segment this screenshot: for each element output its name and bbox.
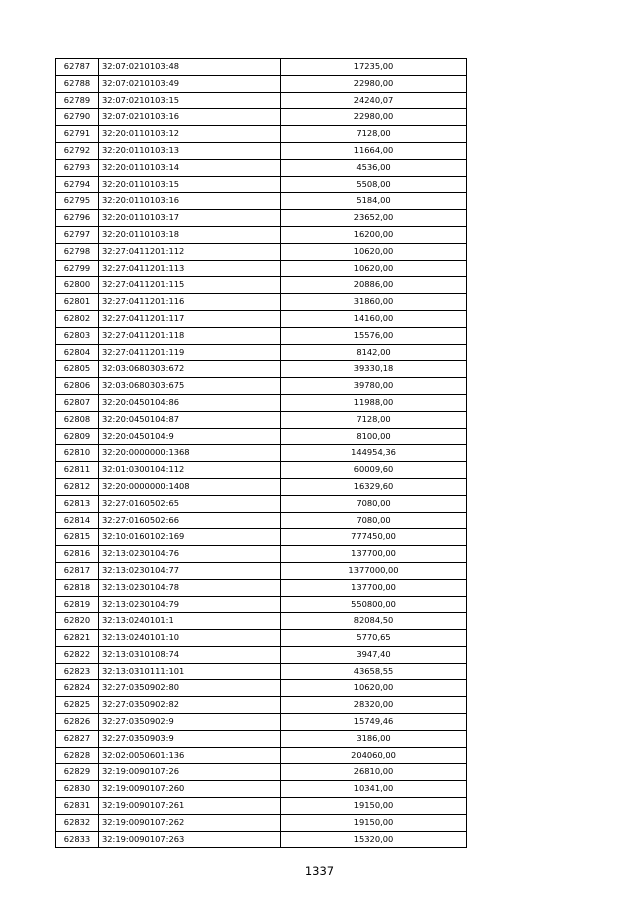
table-row <box>56 210 467 227</box>
table-row <box>56 277 467 294</box>
value-cell: 3186,00 <box>281 730 467 747</box>
row-number-cell: 62826 <box>56 714 99 731</box>
table-row <box>56 764 467 781</box>
value-cell: 22980,00 <box>281 75 467 92</box>
row-number-cell: 62809 <box>56 428 99 445</box>
table-row <box>56 327 467 344</box>
value-cell: 550800,00 <box>281 596 467 613</box>
table-row <box>56 781 467 798</box>
value-cell: 82084,50 <box>281 613 467 630</box>
value-cell: 10620,00 <box>281 680 467 697</box>
cadastral-number-cell: 32:20:0110103:12 <box>99 126 281 143</box>
value-cell: 39330,18 <box>281 361 467 378</box>
row-number-cell: 62795 <box>56 193 99 210</box>
cadastral-number-cell: 32:27:0411201:115 <box>99 277 281 294</box>
value-cell: 39780,00 <box>281 378 467 395</box>
table-row <box>56 59 467 76</box>
cadastral-number-cell: 32:20:0450104:9 <box>99 428 281 445</box>
cadastral-number-cell: 32:01:0300104:112 <box>99 462 281 479</box>
value-cell: 15749,46 <box>281 714 467 731</box>
table-row <box>56 126 467 143</box>
table-row <box>56 680 467 697</box>
row-number-cell: 62796 <box>56 210 99 227</box>
cadastral-number-cell: 32:20:0450104:86 <box>99 394 281 411</box>
row-number-cell: 62829 <box>56 764 99 781</box>
row-number-cell: 62798 <box>56 243 99 260</box>
table-row <box>56 747 467 764</box>
value-cell: 11664,00 <box>281 142 467 159</box>
value-cell: 4536,00 <box>281 159 467 176</box>
row-number-cell: 62807 <box>56 394 99 411</box>
value-cell: 28320,00 <box>281 697 467 714</box>
row-number-cell: 62831 <box>56 798 99 815</box>
row-number-cell: 62816 <box>56 546 99 563</box>
table-row <box>56 142 467 159</box>
cadastral-number-cell: 32:20:0110103:18 <box>99 226 281 243</box>
row-number-cell: 62797 <box>56 226 99 243</box>
table-row <box>56 613 467 630</box>
row-number-cell: 62787 <box>56 59 99 76</box>
table-row <box>56 159 467 176</box>
table-row <box>56 596 467 613</box>
page-number: 1337 <box>304 864 335 878</box>
value-cell: 10620,00 <box>281 260 467 277</box>
cadastral-number-cell: 32:20:0110103:16 <box>99 193 281 210</box>
table-row <box>56 646 467 663</box>
table-row <box>56 714 467 731</box>
table-row <box>56 260 467 277</box>
row-number-cell: 62819 <box>56 596 99 613</box>
value-cell: 137700,00 <box>281 579 467 596</box>
row-number-cell: 62799 <box>56 260 99 277</box>
value-cell: 43658,55 <box>281 663 467 680</box>
cadastral-number-cell: 32:07:0210103:48 <box>99 59 281 76</box>
value-cell: 144954,36 <box>281 445 467 462</box>
value-cell: 24240,07 <box>281 92 467 109</box>
cadastral-number-cell: 32:27:0411201:119 <box>99 344 281 361</box>
cadastral-number-cell: 32:20:0110103:17 <box>99 210 281 227</box>
cadastral-number-cell: 32:19:0090107:262 <box>99 814 281 831</box>
table-row <box>56 226 467 243</box>
table-row <box>56 92 467 109</box>
data-table <box>55 58 467 848</box>
value-cell: 8142,00 <box>281 344 467 361</box>
table-row <box>56 663 467 680</box>
cadastral-number-cell: 32:27:0160502:65 <box>99 495 281 512</box>
table-row <box>56 730 467 747</box>
table-row <box>56 478 467 495</box>
cadastral-number-cell: 32:13:0230104:77 <box>99 562 281 579</box>
table-row <box>56 562 467 579</box>
cadastral-number-cell: 32:27:0350902:80 <box>99 680 281 697</box>
value-cell: 7080,00 <box>281 512 467 529</box>
value-cell: 60009,60 <box>281 462 467 479</box>
cadastral-number-cell: 32:03:0680303:672 <box>99 361 281 378</box>
value-cell: 23652,00 <box>281 210 467 227</box>
cadastral-number-cell: 32:13:0310111:101 <box>99 663 281 680</box>
table-row <box>56 193 467 210</box>
cadastral-number-cell: 32:19:0090107:263 <box>99 831 281 848</box>
cadastral-number-cell: 32:27:0411201:117 <box>99 310 281 327</box>
row-number-cell: 62804 <box>56 344 99 361</box>
row-number-cell: 62789 <box>56 92 99 109</box>
row-number-cell: 62792 <box>56 142 99 159</box>
value-cell: 7128,00 <box>281 411 467 428</box>
row-number-cell: 62828 <box>56 747 99 764</box>
value-cell: 15576,00 <box>281 327 467 344</box>
cadastral-number-cell: 32:27:0411201:118 <box>99 327 281 344</box>
value-cell: 14160,00 <box>281 310 467 327</box>
row-number-cell: 62802 <box>56 310 99 327</box>
row-number-cell: 62791 <box>56 126 99 143</box>
row-number-cell: 62803 <box>56 327 99 344</box>
row-number-cell: 62820 <box>56 613 99 630</box>
table-row <box>56 344 467 361</box>
value-cell: 22980,00 <box>281 109 467 126</box>
row-number-cell: 62832 <box>56 814 99 831</box>
cadastral-number-cell: 32:27:0350902:9 <box>99 714 281 731</box>
row-number-cell: 62815 <box>56 529 99 546</box>
row-number-cell: 62805 <box>56 361 99 378</box>
table-row <box>56 243 467 260</box>
cadastral-number-cell: 32:13:0230104:79 <box>99 596 281 613</box>
table-row <box>56 529 467 546</box>
table-row <box>56 462 467 479</box>
cadastral-number-cell: 32:27:0411201:112 <box>99 243 281 260</box>
row-number-cell: 62808 <box>56 411 99 428</box>
value-cell: 5508,00 <box>281 176 467 193</box>
table-row <box>56 512 467 529</box>
table-row <box>56 109 467 126</box>
value-cell: 11988,00 <box>281 394 467 411</box>
row-number-cell: 62810 <box>56 445 99 462</box>
row-number-cell: 62821 <box>56 630 99 647</box>
row-number-cell: 62811 <box>56 462 99 479</box>
value-cell: 10341,00 <box>281 781 467 798</box>
table-row <box>56 495 467 512</box>
table-row <box>56 394 467 411</box>
row-number-cell: 62824 <box>56 680 99 697</box>
row-number-cell: 62830 <box>56 781 99 798</box>
table-row <box>56 294 467 311</box>
row-number-cell: 62793 <box>56 159 99 176</box>
row-number-cell: 62788 <box>56 75 99 92</box>
row-number-cell: 62813 <box>56 495 99 512</box>
value-cell: 16200,00 <box>281 226 467 243</box>
cadastral-number-cell: 32:19:0090107:260 <box>99 781 281 798</box>
table-row <box>56 411 467 428</box>
cadastral-number-cell: 32:13:0230104:78 <box>99 579 281 596</box>
cadastral-number-cell: 32:19:0090107:261 <box>99 798 281 815</box>
table-row <box>56 428 467 445</box>
table-row <box>56 378 467 395</box>
row-number-cell: 62822 <box>56 646 99 663</box>
table-row <box>56 310 467 327</box>
table-row <box>56 361 467 378</box>
table-row <box>56 75 467 92</box>
value-cell: 1377000,00 <box>281 562 467 579</box>
cadastral-number-cell: 32:07:0210103:49 <box>99 75 281 92</box>
value-cell: 16329,60 <box>281 478 467 495</box>
value-cell: 7080,00 <box>281 495 467 512</box>
table-row <box>56 445 467 462</box>
row-number-cell: 62794 <box>56 176 99 193</box>
value-cell: 8100,00 <box>281 428 467 445</box>
value-cell: 31860,00 <box>281 294 467 311</box>
cadastral-number-cell: 32:27:0350903:9 <box>99 730 281 747</box>
cadastral-number-cell: 32:13:0240101:10 <box>99 630 281 647</box>
value-cell: 204060,00 <box>281 747 467 764</box>
table-row <box>56 546 467 563</box>
value-cell: 5770,65 <box>281 630 467 647</box>
cadastral-number-cell: 32:27:0350902:82 <box>99 697 281 714</box>
table-body <box>56 59 467 848</box>
row-number-cell: 62827 <box>56 730 99 747</box>
table-row <box>56 579 467 596</box>
cadastral-number-cell: 32:20:0000000:1368 <box>99 445 281 462</box>
row-number-cell: 62833 <box>56 831 99 848</box>
value-cell: 3947,40 <box>281 646 467 663</box>
table-row <box>56 697 467 714</box>
value-cell: 19150,00 <box>281 798 467 815</box>
cadastral-number-cell: 32:10:0160102:169 <box>99 529 281 546</box>
row-number-cell: 62806 <box>56 378 99 395</box>
cadastral-number-cell: 32:03:0680303:675 <box>99 378 281 395</box>
row-number-cell: 62823 <box>56 663 99 680</box>
cadastral-number-cell: 32:20:0110103:14 <box>99 159 281 176</box>
table-row <box>56 176 467 193</box>
cadastral-number-cell: 32:20:0450104:87 <box>99 411 281 428</box>
cadastral-number-cell: 32:07:0210103:16 <box>99 109 281 126</box>
value-cell: 17235,00 <box>281 59 467 76</box>
value-cell: 20886,00 <box>281 277 467 294</box>
cadastral-number-cell: 32:20:0000000:1408 <box>99 478 281 495</box>
row-number-cell: 62812 <box>56 478 99 495</box>
row-number-cell: 62801 <box>56 294 99 311</box>
row-number-cell: 62790 <box>56 109 99 126</box>
value-cell: 777450,00 <box>281 529 467 546</box>
value-cell: 26810,00 <box>281 764 467 781</box>
cadastral-number-cell: 32:13:0230104:76 <box>99 546 281 563</box>
table-row <box>56 831 467 848</box>
table-row <box>56 798 467 815</box>
cadastral-number-cell: 32:27:0160502:66 <box>99 512 281 529</box>
row-number-cell: 62800 <box>56 277 99 294</box>
row-number-cell: 62818 <box>56 579 99 596</box>
cadastral-number-cell: 32:13:0240101:1 <box>99 613 281 630</box>
cadastral-number-cell: 32:19:0090107:26 <box>99 764 281 781</box>
table-row <box>56 814 467 831</box>
cadastral-number-cell: 32:13:0310108:74 <box>99 646 281 663</box>
cadastral-number-cell: 32:20:0110103:13 <box>99 142 281 159</box>
cadastral-number-cell: 32:27:0411201:116 <box>99 294 281 311</box>
value-cell: 15320,00 <box>281 831 467 848</box>
cadastral-number-cell: 32:27:0411201:113 <box>99 260 281 277</box>
cadastral-number-cell: 32:07:0210103:15 <box>99 92 281 109</box>
row-number-cell: 62817 <box>56 562 99 579</box>
table-row <box>56 630 467 647</box>
row-number-cell: 62825 <box>56 697 99 714</box>
value-cell: 19150,00 <box>281 814 467 831</box>
value-cell: 137700,00 <box>281 546 467 563</box>
row-number-cell: 62814 <box>56 512 99 529</box>
value-cell: 7128,00 <box>281 126 467 143</box>
value-cell: 10620,00 <box>281 243 467 260</box>
cadastral-number-cell: 32:02:0050601:136 <box>99 747 281 764</box>
value-cell: 5184,00 <box>281 193 467 210</box>
cadastral-number-cell: 32:20:0110103:15 <box>99 176 281 193</box>
